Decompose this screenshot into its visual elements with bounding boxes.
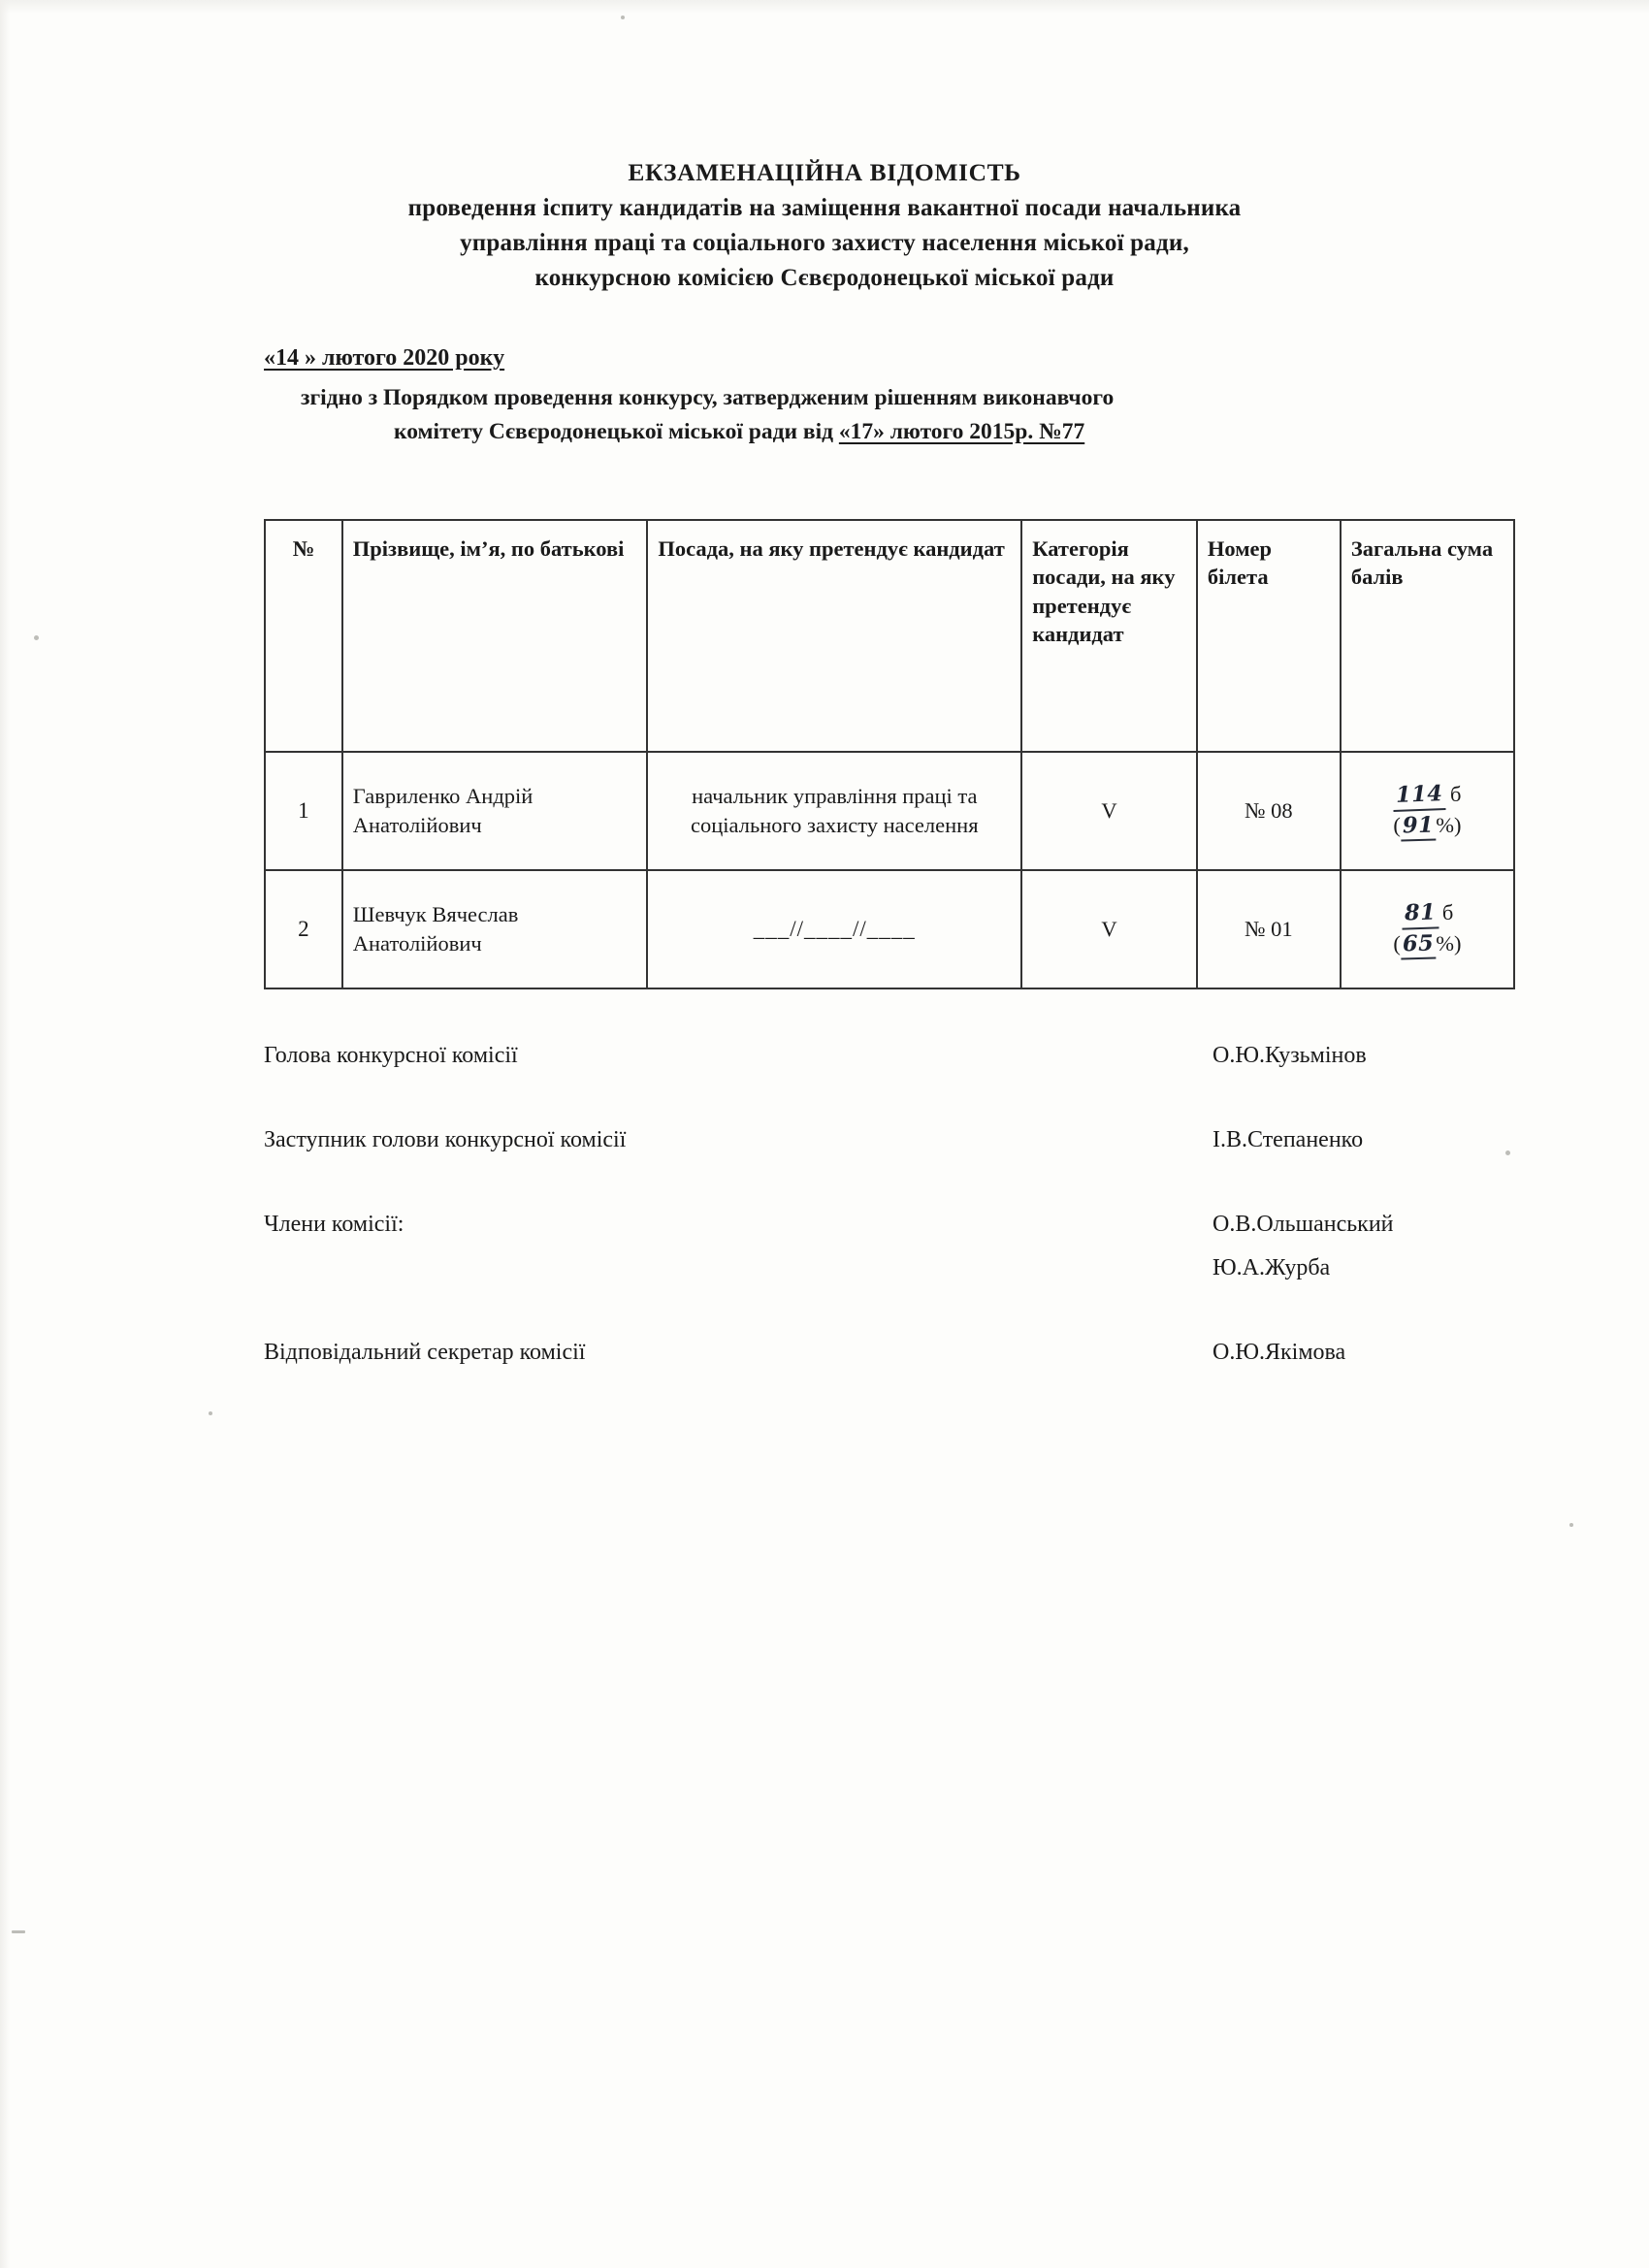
row-candidate-name: Гавриленко Андрій Анатолійович <box>342 752 648 870</box>
row-category: V <box>1021 870 1197 988</box>
score-percent-block: (65%) <box>1351 930 1504 959</box>
scan-speck <box>209 1411 212 1415</box>
document-content <box>0 0 1649 449</box>
table-header-ticket: Номер білета <box>1197 520 1341 752</box>
score-unit: б <box>1449 782 1462 807</box>
score-percent-handwritten: 65 <box>1401 929 1437 959</box>
document-title: ЕКЗАМЕНАЦІЙНА ВІДОМІСТЬ <box>628 158 1021 186</box>
table-header-category: Категорія посади, на яку претендує кандидат <box>1021 520 1197 752</box>
score-unit: б <box>1441 900 1454 925</box>
score-value-block <box>1351 899 1504 929</box>
document-basis-line-1: згідно з Порядком проведення конкурсу, затвердженим рішенням виконавчого <box>301 384 1115 410</box>
scan-speck <box>34 635 39 640</box>
signature-row-member-2 <box>264 1255 1504 1281</box>
score-points-handwritten: 114 <box>1393 780 1447 812</box>
table-header-name: Прізвище, ім’я, по батькові <box>342 520 648 752</box>
signature-row-member-1 <box>264 1212 1504 1238</box>
document-subtitle-line-3: конкурсною комісією Сєвєродонецької міської ради <box>534 265 1115 292</box>
scan-speck <box>12 1930 25 1933</box>
document-basis <box>0 381 1649 450</box>
row-candidate-name: Шевчук Вячеслав Анатолійович <box>342 870 648 988</box>
row-ticket-number: № 08 <box>1197 752 1341 870</box>
document-date <box>0 345 1649 372</box>
signature-name: О.Ю.Якімова <box>1212 1340 1346 1365</box>
row-category: V <box>1021 752 1197 870</box>
signature-row-chairman <box>264 1043 1504 1069</box>
table-header-position: Посада, на яку претендує кандидат <box>647 520 1021 752</box>
score-points-handwritten: 81 <box>1401 899 1439 930</box>
row-ticket-number: № 01 <box>1197 870 1341 988</box>
document-subtitle-line-1: проведення іспиту кандидатів на заміщення вакантної посади начальника <box>407 194 1242 221</box>
signatures-block <box>264 1043 1504 1424</box>
signature-name: О.Ю.Кузьмінов <box>1212 1043 1367 1068</box>
signature-row-secretary <box>264 1340 1504 1366</box>
score-percent-suffix: %) <box>1436 930 1462 956</box>
exam-results-table <box>264 519 1515 989</box>
document-basis-prefix: комітету Сєвєродонецької міської ради від <box>394 418 839 444</box>
signature-name: І.В.Степаненко <box>1212 1127 1364 1152</box>
row-number: 1 <box>265 752 342 870</box>
signature-role: Члени комісії: <box>264 1212 404 1237</box>
signature-row-deputy-chairman <box>264 1127 1504 1153</box>
signature-role: Відповідальний секретар комісії <box>264 1340 586 1365</box>
signature-name: О.В.Ольшанський <box>1212 1212 1394 1237</box>
row-number: 2 <box>265 870 342 988</box>
row-position: начальник управління праці та соціального захисту населення <box>647 752 1021 870</box>
document-title-block <box>0 155 1649 297</box>
document-basis-line-2 <box>301 415 1406 449</box>
signature-name: Ю.А.Журба <box>1212 1255 1331 1280</box>
score-percent-handwritten: 91 <box>1401 811 1437 841</box>
document-subtitle-line-2: управління праці та соціального захисту населення міської ради, <box>460 230 1189 257</box>
document-date-text: «14 » лютого 2020 року <box>264 344 505 371</box>
score-percent-suffix: %) <box>1436 812 1462 837</box>
row-total-score <box>1341 752 1514 870</box>
score-value-block <box>1351 781 1504 811</box>
document-basis-reference: «17» лютого 2015р. №77 <box>838 418 1085 444</box>
table-header-no: № <box>265 520 342 752</box>
scan-speck <box>1505 1150 1510 1155</box>
row-position: ___//____//____ <box>647 870 1021 988</box>
table-header-total: Загальна сума балів <box>1341 520 1514 752</box>
table-row <box>265 752 1514 870</box>
table-header-row <box>265 520 1514 752</box>
scan-speck <box>1569 1523 1573 1527</box>
score-percent-block: (91%) <box>1351 812 1504 841</box>
signature-role: Заступник голови конкурсної комісії <box>264 1127 627 1152</box>
table-row <box>265 870 1514 988</box>
signature-role: Голова конкурсної комісії <box>264 1043 518 1068</box>
row-total-score <box>1341 870 1514 988</box>
